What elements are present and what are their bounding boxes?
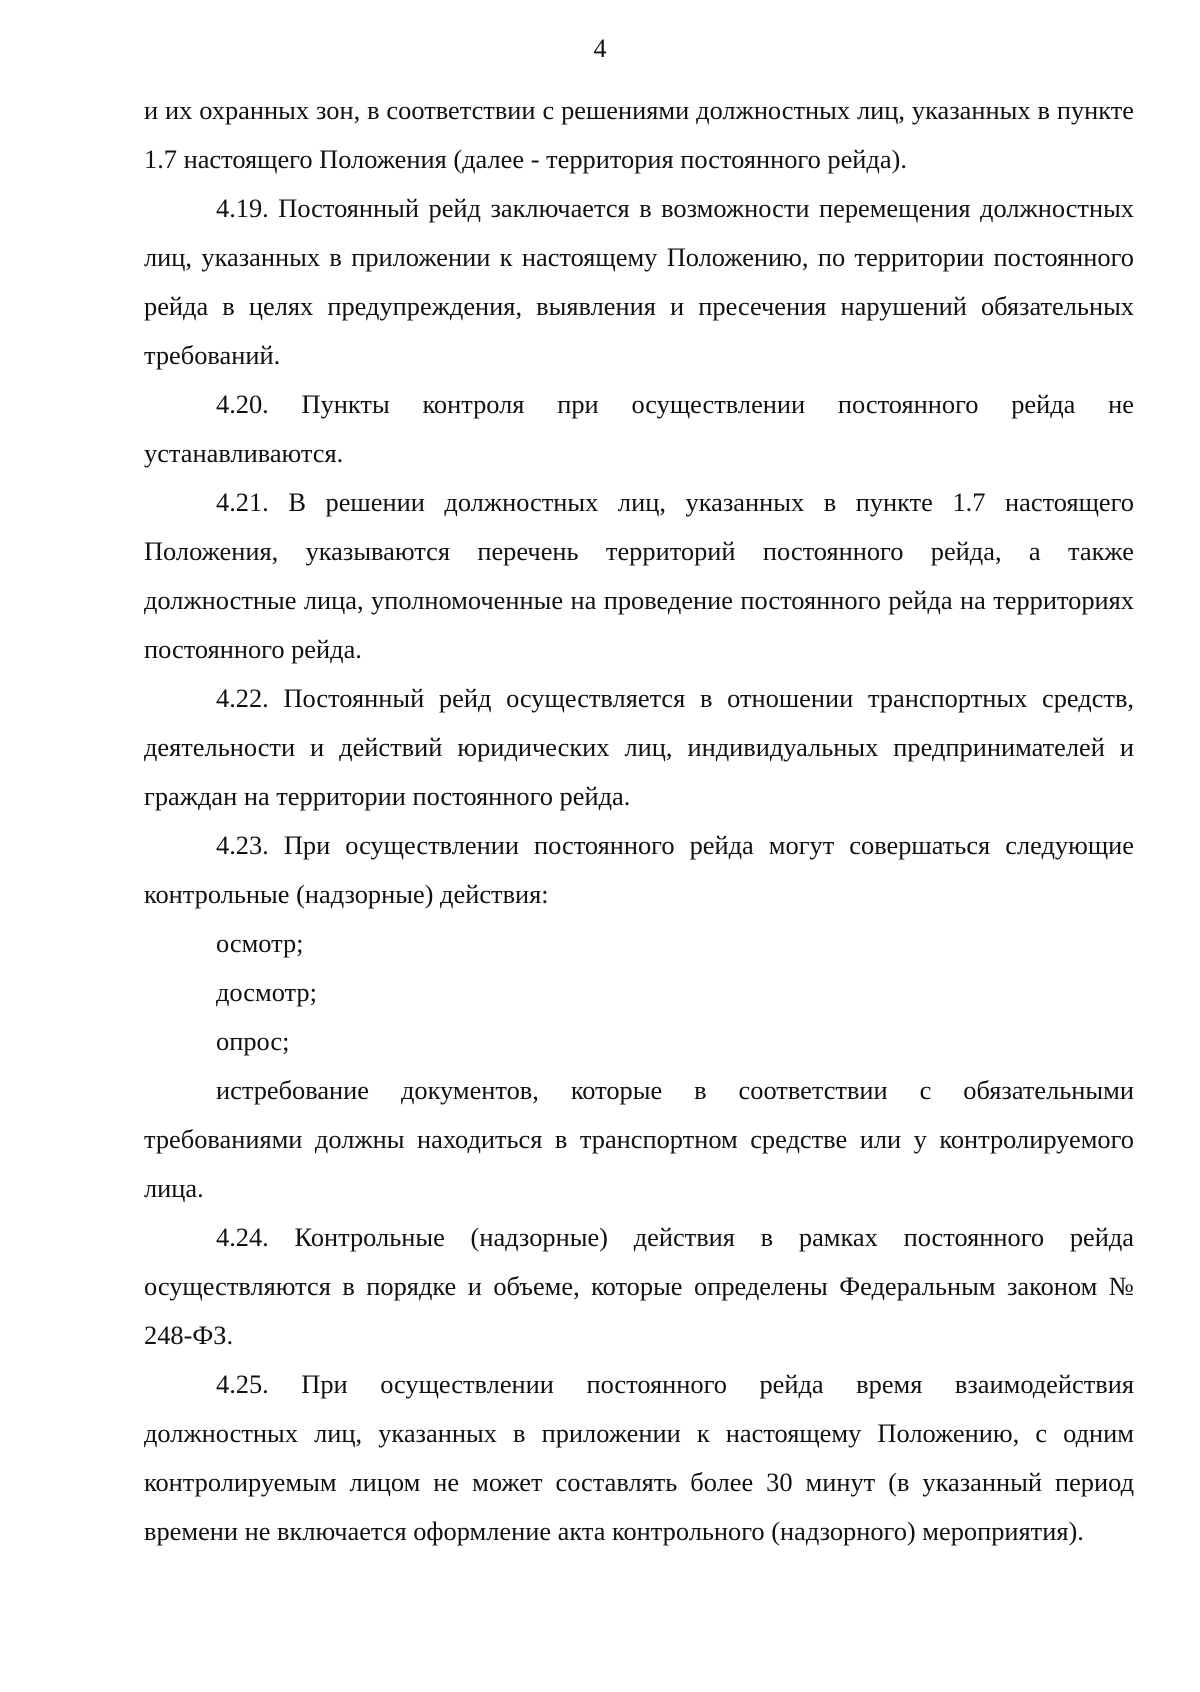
document-body [144, 86, 1134, 1556]
paragraph-4-19: 4.19. Постоянный рейд заключается в возможности перемещения должностных лиц, указанных в приложении к настоящему Положению, по территории постоянного рейда в целях предупреждения, выявления и пресечения нарушений обязательных требований. [144, 193, 1134, 370]
paragraph-4-21: 4.21. В решении должностных лиц, указанных в пункте 1.7 настоящего Положения, указываются перечень территорий постоянного рейда, а также должностные лица, уполномоченные на проведение постоянного рейда на территориях постоянного рейда. [144, 487, 1134, 664]
paragraph-4-23: 4.23. При осуществлении постоянного рейда могут совершаться следующие контрольные (надзорные) действия: [144, 830, 1134, 909]
paragraph-continuation: и их охранных зон, в соответствии с решениями должностных лиц, указанных в пункте 1.7 настоящего Положения (далее - территория постоянного рейда). [144, 95, 1134, 174]
paragraph-4-24: 4.24. Контрольные (надзорные) действия в рамках постоянного рейда осуществляются в порядке и объеме, которые определены Федеральным законом № 248-ФЗ. [144, 1222, 1134, 1350]
list-item-inspection: осмотр; [216, 928, 304, 958]
paragraph-4-20: 4.20. Пункты контроля при осуществлении постоянного рейда не устанавливаются. [144, 389, 1134, 468]
list-item-interview: опрос; [216, 1026, 290, 1056]
list-item-documents-request: истребование документов, которые в соответствии с обязательными требованиями должны находиться в транспортном средстве или у контролируемого лица. [144, 1075, 1134, 1203]
page-number: 4 [593, 34, 607, 63]
paragraph-4-22: 4.22. Постоянный рейд осуществляется в отношении транспортных средств, деятельности и действий юридических лиц, индивидуальных предпринимателей и граждан на территории постоянного рейда. [144, 683, 1134, 811]
paragraph-4-25: 4.25. При осуществлении постоянного рейда время взаимодействия должностных лиц, указанных в приложении к настоящему Положению, с одним контролируемым лицом не может составлять более 30 минут (в указанный период времени не включается оформление акта контрольного (надзорного) мероприятия). [144, 1369, 1134, 1546]
list-item-search: досмотр; [216, 977, 317, 1007]
